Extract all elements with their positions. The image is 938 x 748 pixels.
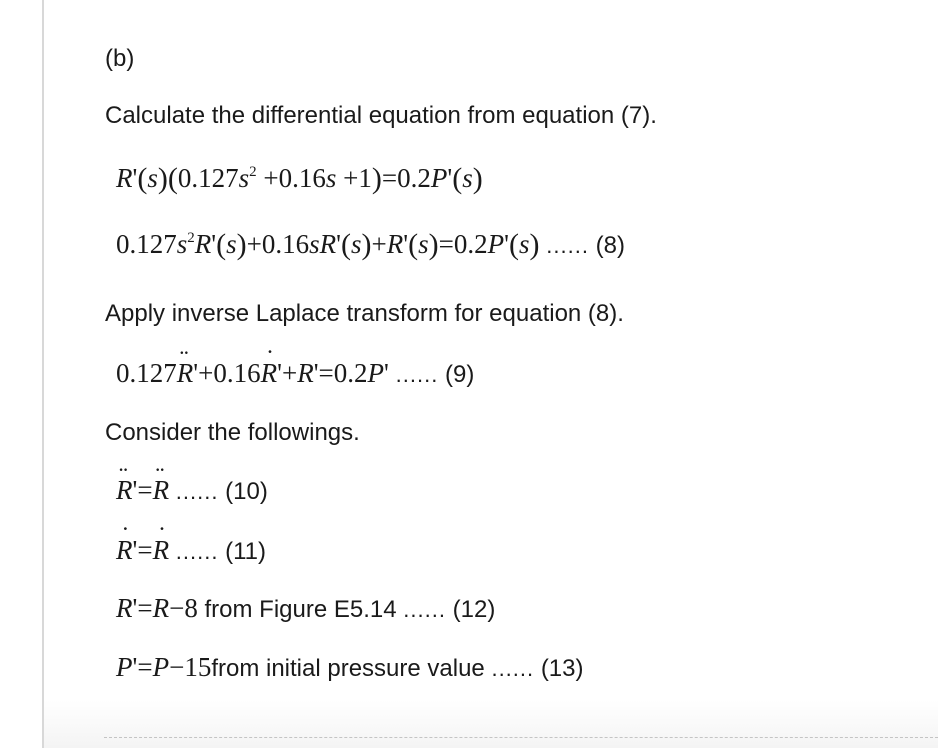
part-label: (b) (105, 45, 135, 72)
coef-2: 0.16 (213, 358, 261, 388)
leader-dots: ...... (491, 656, 535, 681)
equation-11-tag: (11) (225, 538, 267, 565)
intro-text: Calculate the differential equation from equation (7). (105, 102, 657, 129)
equation-10-tag: (10) (225, 478, 268, 505)
coef-3: 0.2 (333, 358, 368, 388)
coef-2: 0.16 (261, 229, 310, 259)
equation-9: 0.127¨ R'+0.16˙ R'+R'=0.2P' ...... (9) (116, 358, 474, 389)
bottom-fade (44, 700, 938, 748)
equation-10: ¨ R'=¨ R ...... (10) (116, 475, 268, 506)
coef-1: 0.127 (177, 163, 239, 193)
coef-3: 0.2 (453, 229, 488, 259)
equation-12-tag: (12) (452, 596, 496, 623)
leader-dots: ...... (546, 233, 589, 258)
coef-1: 0.127 (116, 229, 177, 259)
equation-12-note: from Figure E5.14 (204, 596, 397, 623)
equation-8-tag: (8) (595, 232, 625, 259)
equation-13-tag: (13) (540, 655, 584, 682)
equation-12: R'=R−8 from Figure E5.14 ...... (12) (116, 593, 496, 623)
apply-text: Apply inverse Laplace transform for equation (8). (105, 300, 624, 327)
left-border (42, 0, 44, 748)
dashed-divider (104, 737, 938, 738)
leader-dots: ...... (175, 539, 219, 564)
coef-2: 0.16 (278, 163, 326, 193)
equation-12-constant: 8 (184, 593, 198, 623)
coef-1: 0.127 (116, 358, 177, 388)
equation-9-tag: (9) (445, 361, 475, 388)
equation-7-expanded: $R'(s)(0.127s^2 +0.16s +1)=0.2P'(s)$ (116, 162, 483, 195)
coef-3: 0.2 (397, 163, 431, 193)
equation-11: ˙ R'=˙ R ...... (11) (116, 535, 266, 566)
consider-text: Consider the followings. (105, 419, 360, 446)
equation-13-note: from initial pressure value (211, 655, 485, 682)
equation-8: $0.127s^2R'(s)+0.16sR'(s)+R'(s)=0.2P'(s)$ ...... (8) (116, 228, 625, 261)
leader-dots: ...... (403, 597, 446, 622)
equation-13: P'=P−15from initial pressure value ...... (13) (116, 652, 584, 682)
leader-dots: ...... (395, 362, 439, 387)
equation-13-constant: 15 (184, 652, 212, 682)
leader-dots: ...... (175, 479, 219, 504)
